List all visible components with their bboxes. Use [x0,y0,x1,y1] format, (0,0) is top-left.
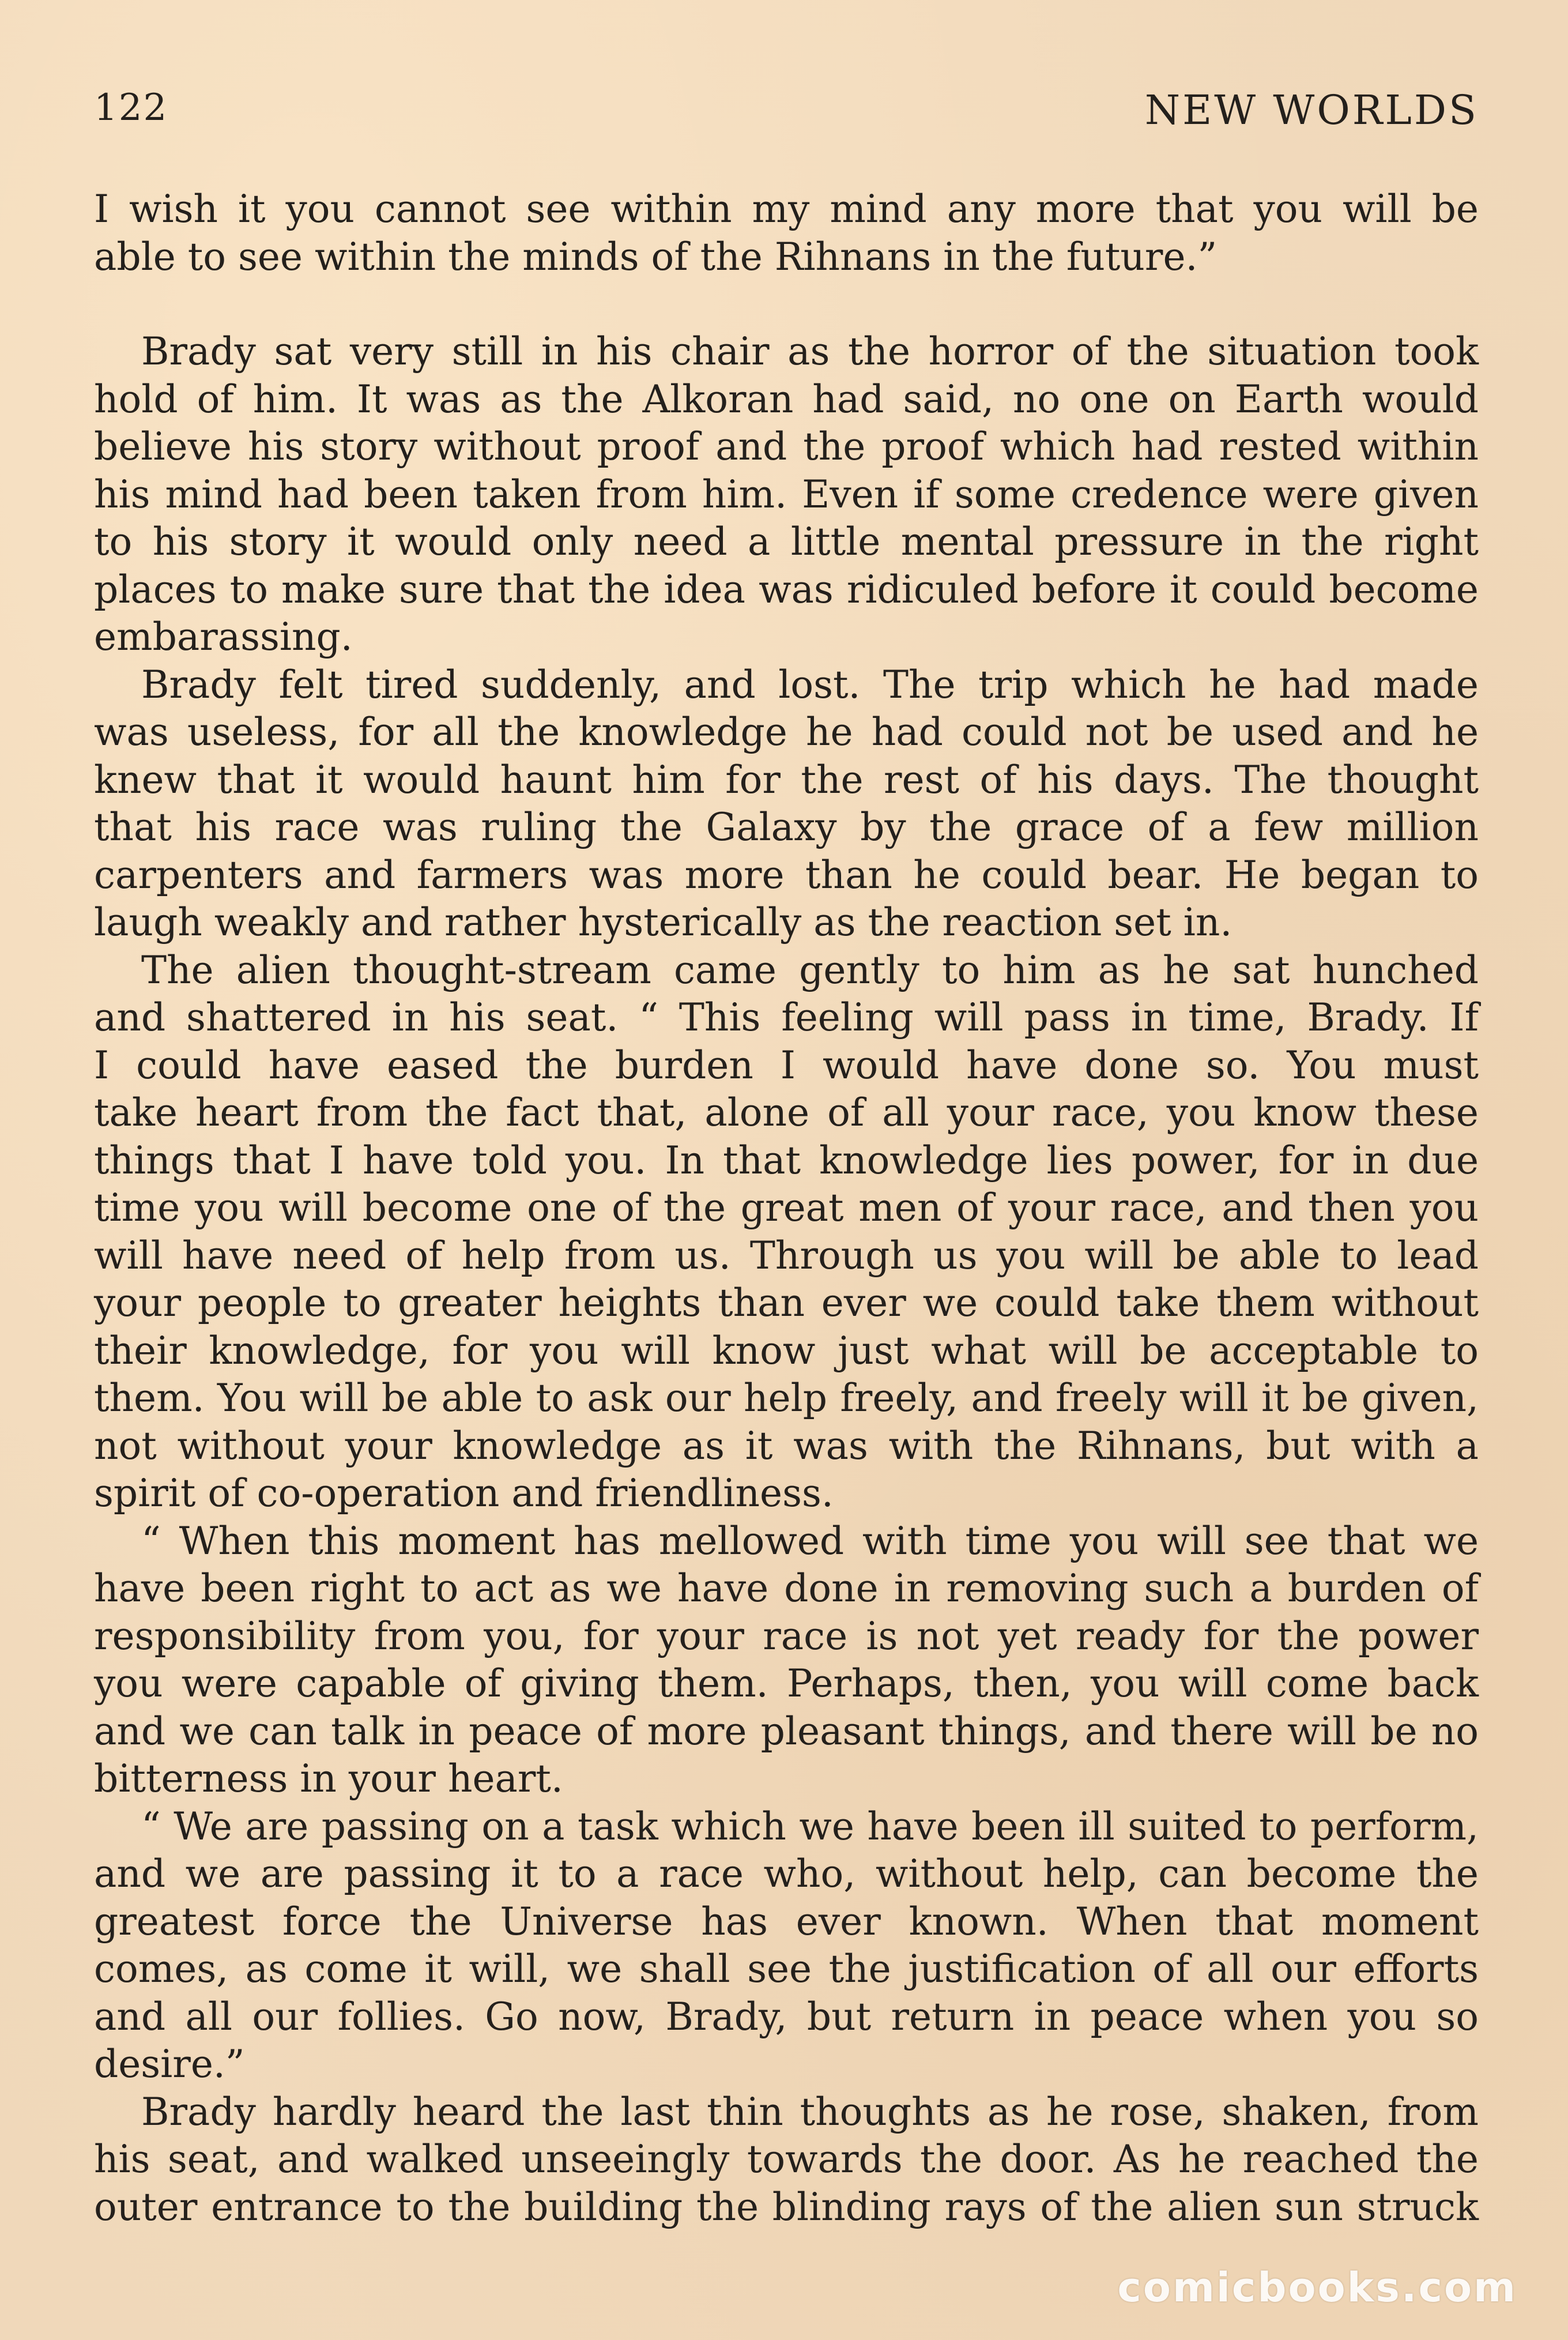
text-line: them. You will be able to ask our help freely, and freely will it be given, [94,1376,1479,1420]
body-text [94,186,1479,2231]
text-line: and shattered in his seat. “ This feeling will pass in time, Brady. If [94,995,1479,1040]
page-number: 122 [94,86,168,129]
text-line: laugh weakly and rather hysterically as the reaction set in. [94,900,1232,945]
page-header [94,86,1479,138]
paragraph-gap [94,281,1479,328]
text-line: believe his story without proof and the proof which had rested within [94,424,1479,469]
text-line: time you will become one of the great men of your race, and then you [94,1186,1479,1230]
text-line: things that I have told you. In that knowledge lies power, for in due [94,1138,1479,1183]
watermark: comicbooks.com [1117,2264,1517,2311]
text-line: Brady hardly heard the last thin thoughts as he rose, shaken, from [141,2089,1479,2134]
text-line: was useless, for all the knowledge he had could not be used and he [94,710,1479,754]
text-line: Brady felt tired suddenly, and lost. The trip which he had made [141,662,1479,707]
text-line: responsibility from you, for your race is not yet ready for the power [94,1613,1479,1658]
text-line: hold of him. It was as the Alkoran had said, no one on Earth would [94,377,1479,422]
text-line: you were capable of giving them. Perhaps, then, you will come back [94,1661,1479,1706]
text-line: will have need of help from us. Through us you will be able to lead [94,1233,1479,1278]
text-line: places to make sure that the idea was ridiculed before it could become [94,567,1479,612]
text-line: his mind had been taken from him. Even if some credence were given [94,472,1479,517]
text-line: their knowledge, for you will know just what will be acceptable to [94,1328,1479,1373]
text-line: Brady sat very still in his chair as the horror of the situation took [141,329,1479,374]
text-line: your people to greater heights than ever we could take them without [94,1281,1479,1325]
text-line: desire.” [94,2042,245,2086]
text-line: comes, as come it will, we shall see the justification of all our efforts [94,1947,1479,1991]
text-line: carpenters and farmers was more than he could bear. He began to [94,852,1479,897]
text-line: spirit of co-operation and friendliness. [94,1471,834,1515]
text-line: bitterness in your heart. [94,1756,563,1801]
running-title: NEW WORLDS [1144,86,1479,134]
text-line: have been right to act as we have done in removing such a burden of [94,1566,1479,1611]
text-line: greatest force the Universe has ever known. When that moment [94,1899,1479,1944]
text-line: knew that it would haunt him for the rest of his days. The thought [94,757,1479,802]
text-line: I could have eased the burden I would have done so. You must [94,1043,1479,1088]
text-line: outer entrance to the building the blinding rays of the alien sun struck [94,2184,1479,2229]
text-line: The alien thought-stream came gently to him as he sat hunched [141,947,1479,992]
text-line: and we can talk in peace of more pleasant things, and there will be no [94,1709,1479,1754]
text-line: “ When this moment has mellowed with time you will see that we [141,1518,1479,1563]
text-line: to his story it would only need a little mental pressure in the right [94,520,1479,564]
text-line: that his race was ruling the Galaxy by the grace of a few million [94,805,1479,849]
text-line: not without your knowledge as it was with the Rihnans, but with a [94,1423,1479,1468]
text-line: and all our follies. Go now, Brady, but return in peace when you so [94,1994,1479,2039]
text-line: his seat, and walked unseeingly towards the door. As he reached the [94,2137,1479,2181]
text-line: and we are passing it to a race who, without help, can become the [94,1852,1479,1896]
text-line: “ We are passing on a task which we have been ill suited to perform, [141,1804,1479,1849]
text-line: I wish it you cannot see within my mind any more that you will be [94,187,1479,231]
text-line: embarassing. [94,615,353,659]
text-line: able to see within the minds of the Rihnans in the future.” [94,234,1218,279]
text-line: take heart from the fact that, alone of all your race, you know these [94,1090,1479,1135]
